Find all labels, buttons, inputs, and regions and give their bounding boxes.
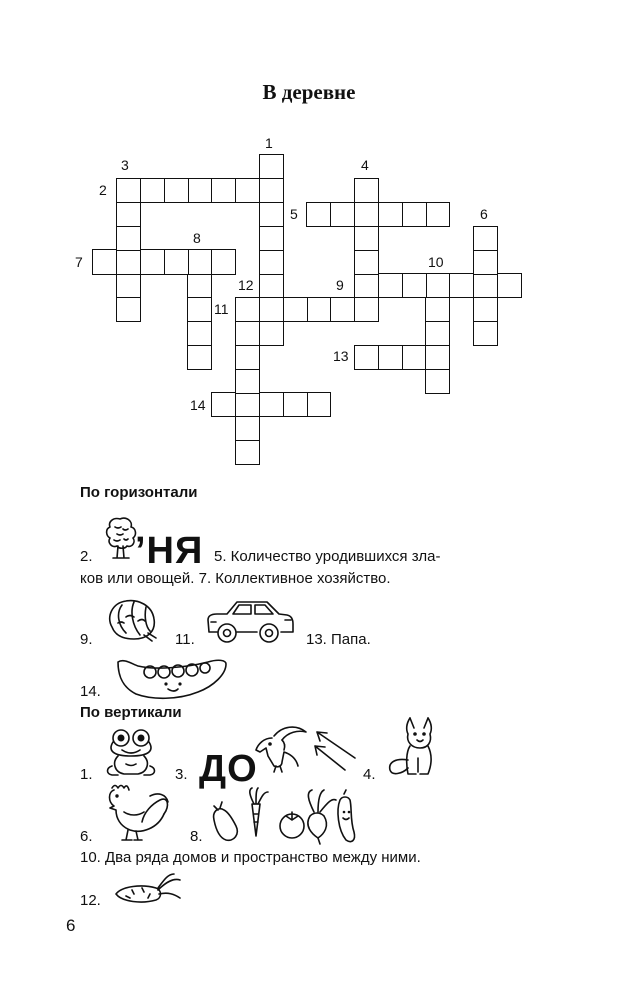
- tree-icon: [103, 515, 137, 559]
- crossword-cell[interactable]: [497, 273, 522, 298]
- arrows-icon: [313, 728, 359, 772]
- clue-number-6: 6: [480, 206, 488, 222]
- clue-2-text: ’НЯ: [135, 530, 204, 572]
- clue-number-4: 4: [361, 157, 369, 173]
- crossword-cell[interactable]: [187, 178, 212, 203]
- crossword-cell[interactable]: [330, 202, 355, 227]
- clue-number-3: 3: [121, 157, 129, 173]
- crossword-cell[interactable]: [282, 297, 307, 322]
- crossword-cell[interactable]: [473, 226, 498, 251]
- crossword-cell[interactable]: [354, 249, 379, 274]
- crossword-cell[interactable]: [425, 368, 450, 393]
- crossword-cell[interactable]: [401, 273, 426, 298]
- frog-icon: [104, 728, 158, 778]
- clue-11-number: 11.: [175, 631, 195, 648]
- crossword-cell[interactable]: [235, 178, 260, 203]
- clue-14-number: 14.: [80, 683, 101, 700]
- crossword-cell[interactable]: [449, 273, 474, 298]
- clue-number-12: 12: [238, 277, 254, 293]
- vegetables-icon: [210, 786, 360, 846]
- crossword-cell[interactable]: [259, 321, 284, 346]
- crossword-cell[interactable]: [211, 392, 236, 417]
- page-number: 6: [66, 916, 76, 935]
- crossword-cell[interactable]: [235, 440, 260, 465]
- clue-2-number: 2.: [80, 548, 93, 565]
- clue-1-number: 1.: [80, 766, 93, 783]
- across-heading: По горизонтали: [80, 484, 198, 501]
- car-icon: [203, 596, 297, 646]
- crossword-cell[interactable]: [425, 345, 450, 370]
- crossword-cell[interactable]: [116, 178, 141, 203]
- crossword-cell[interactable]: [235, 321, 260, 346]
- crossword-cell[interactable]: [259, 178, 284, 203]
- crossword-cell[interactable]: [187, 249, 212, 274]
- crossword-cell[interactable]: [92, 249, 117, 274]
- crossword-cell[interactable]: [259, 226, 284, 251]
- clue-number-13: 13: [333, 348, 349, 364]
- clue-5-line-1: 5. Количество уродившихся зла-: [214, 548, 441, 565]
- crossword-cell[interactable]: [235, 392, 260, 417]
- crossword-cell[interactable]: [163, 249, 188, 274]
- clue-number-11: 11: [214, 301, 229, 317]
- crossword-cell[interactable]: [116, 226, 141, 251]
- crossword-cell[interactable]: [425, 273, 450, 298]
- crossword-cell[interactable]: [116, 297, 141, 322]
- clue-3-number: 3.: [175, 766, 188, 783]
- crossword-cell[interactable]: [473, 249, 498, 274]
- crossword-cell[interactable]: [187, 321, 212, 346]
- clue-number-1: 1: [265, 135, 273, 151]
- crossword-cell[interactable]: [259, 273, 284, 298]
- crossword-cell[interactable]: [378, 345, 403, 370]
- crossword-cell[interactable]: [140, 178, 165, 203]
- crossword-cell[interactable]: [187, 273, 212, 298]
- crossword-cell[interactable]: [259, 392, 284, 417]
- crossword-cell[interactable]: [116, 249, 141, 274]
- clue-13: 13. Папа.: [306, 631, 371, 648]
- crossword-cell[interactable]: [425, 297, 450, 322]
- crossword-cell[interactable]: [211, 249, 236, 274]
- crossword-cell[interactable]: [235, 368, 260, 393]
- crossword-cell[interactable]: [354, 297, 379, 322]
- dog-icon: [386, 714, 438, 778]
- crossword-cell[interactable]: [140, 249, 165, 274]
- crossword-cell[interactable]: [259, 154, 284, 179]
- clue-6-number: 6.: [80, 828, 93, 845]
- crossword-cell[interactable]: [235, 416, 260, 441]
- clue-number-9: 9: [336, 277, 344, 293]
- clue-number-2: 2: [99, 182, 107, 198]
- crossword-cell[interactable]: [116, 202, 141, 227]
- clue-5-line-2: ков или овощей. 7. Коллективное хозяйство.: [80, 570, 391, 587]
- crossword-cell[interactable]: [330, 297, 355, 322]
- crossword-cell[interactable]: [354, 273, 379, 298]
- carrot-icon: [112, 872, 182, 908]
- crossword-cell[interactable]: [354, 178, 379, 203]
- crossword-cell[interactable]: [306, 202, 331, 227]
- crossword-cell[interactable]: [354, 226, 379, 251]
- crossword-cell[interactable]: [401, 345, 426, 370]
- clue-number-8: 8: [193, 230, 201, 246]
- crossword-cell[interactable]: [473, 273, 498, 298]
- crossword-cell[interactable]: [378, 273, 403, 298]
- down-heading: По вертикали: [80, 704, 182, 721]
- crossword-cell[interactable]: [354, 345, 379, 370]
- crossword-cell[interactable]: [282, 392, 307, 417]
- crossword-cell[interactable]: [401, 202, 426, 227]
- clue-3-text: ДО: [199, 748, 258, 790]
- rooster-icon: [102, 782, 172, 842]
- clue-8-number: 8.: [190, 828, 203, 845]
- crossword-cell[interactable]: [473, 321, 498, 346]
- clue-number-14: 14: [190, 397, 206, 413]
- crossword-cell[interactable]: [306, 392, 331, 417]
- crossword-cell[interactable]: [473, 297, 498, 322]
- crossword-cell[interactable]: [425, 202, 450, 227]
- crossword-cell[interactable]: [425, 321, 450, 346]
- crossword-cell[interactable]: [211, 178, 236, 203]
- crossword-cell[interactable]: [259, 249, 284, 274]
- crossword-cell[interactable]: [354, 202, 379, 227]
- pea-pod-icon: [114, 654, 230, 702]
- crossword-cell[interactable]: [259, 297, 284, 322]
- page-title: В деревне: [262, 80, 356, 104]
- crossword-cell[interactable]: [259, 202, 284, 227]
- crossword-cell[interactable]: [116, 273, 141, 298]
- goat-icon: [252, 722, 310, 772]
- cabbage-icon: [104, 597, 160, 643]
- crossword-grid: [0, 0, 618, 480]
- clue-number-10: 10: [428, 254, 444, 270]
- crossword-cell[interactable]: [378, 202, 403, 227]
- crossword-cell[interactable]: [235, 345, 260, 370]
- clue-4-number: 4.: [363, 766, 376, 783]
- crossword-cell[interactable]: [163, 178, 188, 203]
- crossword-cell[interactable]: [187, 297, 212, 322]
- clue-12-number: 12.: [80, 892, 101, 909]
- clue-9-number: 9.: [80, 631, 93, 648]
- clue-10: 10. Два ряда домов и пространство между ними.: [80, 849, 421, 866]
- crossword-cell[interactable]: [187, 345, 212, 370]
- clue-number-7: 7: [75, 254, 83, 270]
- clue-number-5: 5: [290, 206, 298, 222]
- crossword-cell[interactable]: [306, 297, 331, 322]
- crossword-cell[interactable]: [235, 297, 260, 322]
